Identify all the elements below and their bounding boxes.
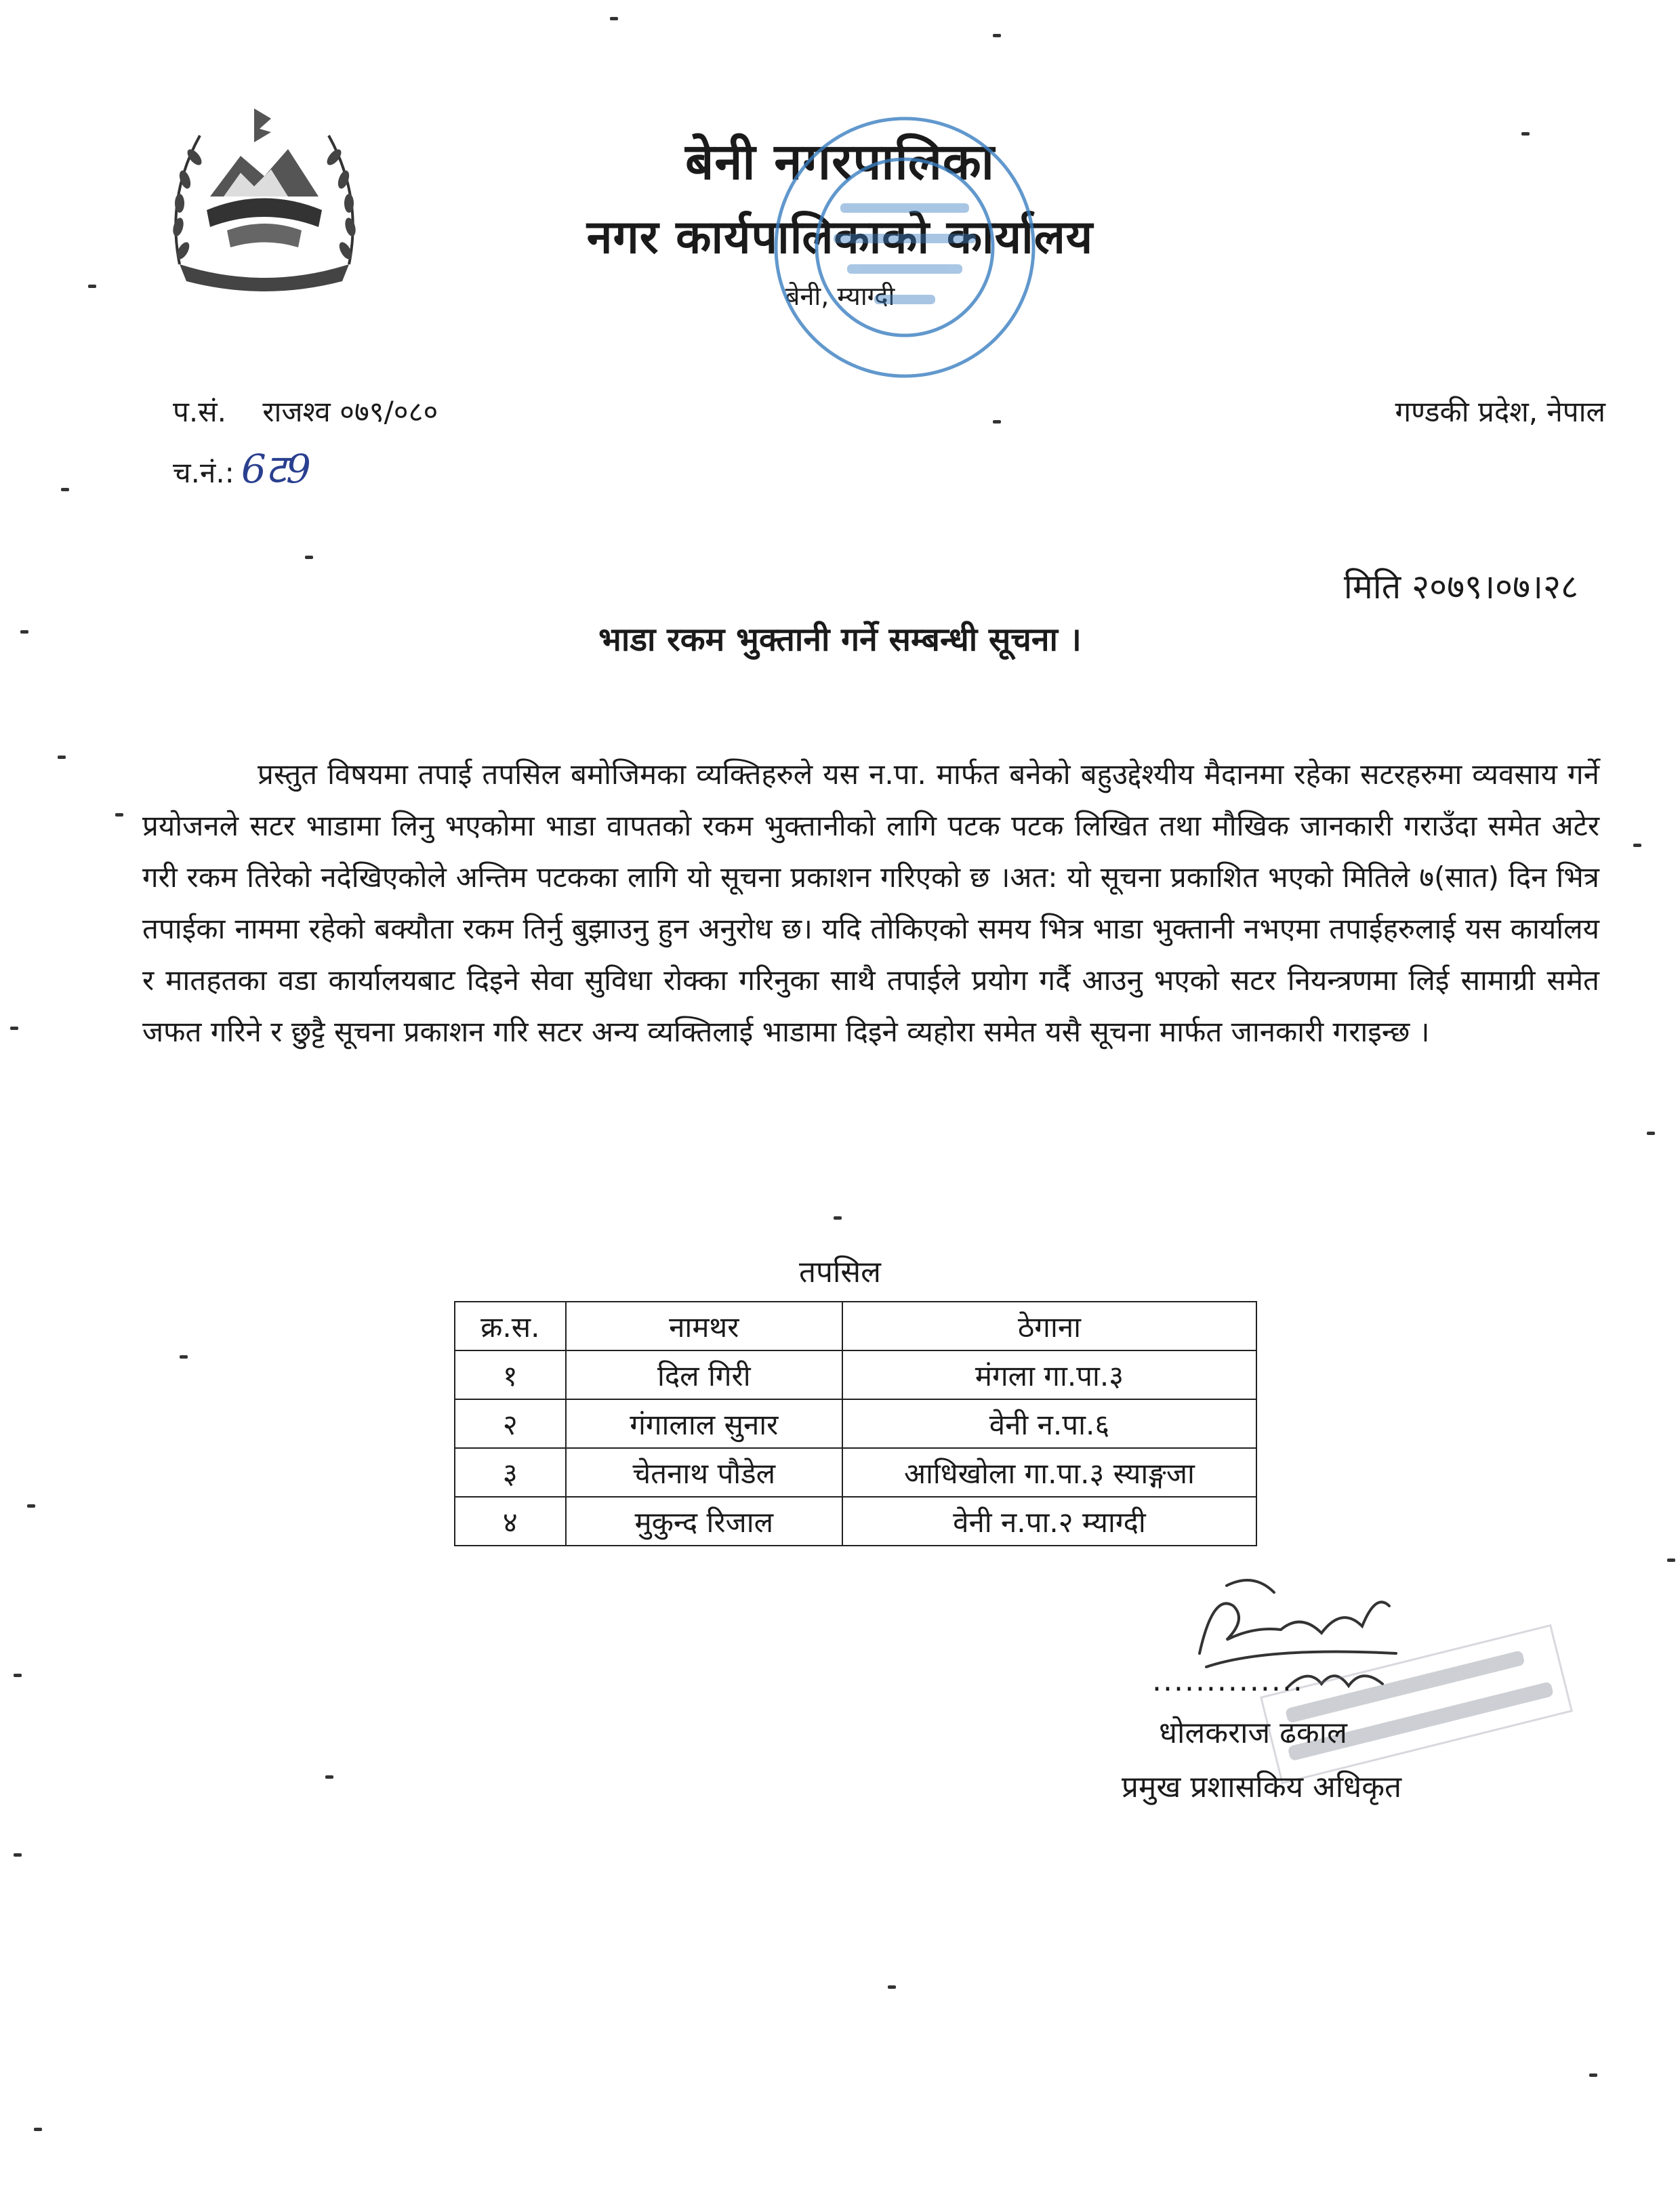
scan-speck [58,756,66,759]
scan-speck [993,420,1001,424]
column-header-serial: क्र.स. [455,1302,566,1350]
scan-speck [10,1027,18,1030]
table-caption: तपसिल [798,1255,882,1289]
scan-speck [888,1985,896,1989]
cell-address: मंगला गा.पा.३ [842,1350,1256,1399]
municipality-name: बेनी नगरपालिका [685,133,995,191]
scan-speck [1647,1132,1655,1135]
cell-serial: १ [455,1350,566,1399]
cell-name: चेतनाथ पौडेल [566,1448,842,1497]
scan-speck [61,488,69,491]
table-row [455,1350,1256,1399]
scan-speck [610,17,618,20]
scan-speck [88,285,96,288]
office-place: बेनी, म्याग्दी [785,281,895,311]
scan-speck [305,556,313,559]
scan-speck [14,1674,22,1677]
column-header-name: नामथर [566,1302,842,1350]
cell-name: दिल गिरी [566,1350,842,1399]
table-row [455,1399,1256,1448]
table-header-row [455,1302,1256,1350]
cell-address: आधिखोला गा.पा.३ स्याङ्गजा [842,1448,1256,1497]
scan-speck [115,813,123,817]
cell-address: वेनी न.पा.६ [842,1399,1256,1448]
table-row [455,1497,1256,1546]
scan-speck [1633,844,1641,847]
dispatch-number [173,440,311,494]
letter-number-value: राजश्व ०७९/०८० [262,395,438,428]
scan-speck [14,1853,22,1857]
signature-line: .............. [1152,1664,1304,1698]
column-header-address: ठेगाना [842,1302,1256,1350]
cell-name: गंगालाल सुनार [566,1399,842,1448]
scan-speck [1667,1559,1675,1562]
scan-speck [325,1775,333,1779]
letter-number [173,392,438,430]
officer-designation: प्रमुख प्रशासकिय अधिकृत [1122,1770,1402,1804]
dispatch-number-value: 6ट9 [241,446,311,492]
cell-serial: ४ [455,1497,566,1546]
scan-speck [27,1504,35,1508]
scan-speck [1521,132,1530,136]
scan-speck [34,2128,42,2131]
scan-speck [180,1355,188,1359]
dispatch-number-label: च.नं.: [173,456,234,489]
notice-subject: भाडा रकम भुक्तानी गर्ने सम्बन्धी सूचना । [598,621,1082,659]
scan-speck [834,1216,842,1220]
cell-serial: २ [455,1399,566,1448]
scan-speck [1589,2073,1597,2077]
cell-address: वेनी न.पा.२ म्याग्दी [842,1497,1256,1546]
cell-name: मुकुन्द रिजाल [566,1497,842,1546]
office-seal-stamp-icon [759,102,1050,393]
tenant-table [454,1301,1257,1546]
province-address: गण्डकी प्रदेश, नेपाल [1395,395,1605,428]
notice-body: प्रस्तुत विषयमा तपाई तपसिल बमोजिमका व्यक्तिहरुले यस न.पा. मार्फत बनेको बहुउद्देश्यीय मैदानमा रहेका सटरहरुमा व्यवसाय गर्ने प्रयोजनले सटर भाडामा लिनु भएकोमा भाडा वापतको रकम भुक्तानीको लागि पटक पटक लिखित तथा मौखिक जानकारी गराउँदा समेत अटेर गरी रकम तिरेको नदेखिएकोले अन्तिम पटकका लागि यो सूचना प्रकाशन गरिएको छ ।अत: यो सूचना प्रकाशित भएको मितिले ७(सात) दिन भित्र तपाईका नाममा रहेको बक्यौता रकम तिर्नु बुझाउनु हुन अनुरोध छ। यदि तोकिएको समय भित्र भाडा भुक्तानी नभएमा तपाईहरुलाई यस कार्यालय र मातहतका वडा कार्यालयबाट दिइने सेवा सुविधा रोक्का गरिनुका साथै तपाईले प्रयोग गर्दै आउनु भएको सटर नियन्त्रणमा लिई सामाग्री समेत जफत गरिने र छुट्टै सूचना प्रकाशन गरि सटर अन्य व्यक्तिलाई भाडामा दिइने व्यहोरा समेत यसै सूचना मार्फत जानकारी गराइन्छ । [142,758,1599,1048]
scan-speck [993,34,1001,37]
officer-name: धोलकराज ढकाल [1159,1716,1347,1750]
cell-serial: ३ [455,1448,566,1497]
letter-number-label: प.सं. [173,395,226,428]
office-name: नगर कार्यपालिकाको कार्यालय [586,211,1094,264]
scan-speck [20,630,28,634]
notice-date: मिति २०७९।०७।२८ [1343,567,1578,606]
table-row [455,1448,1256,1497]
